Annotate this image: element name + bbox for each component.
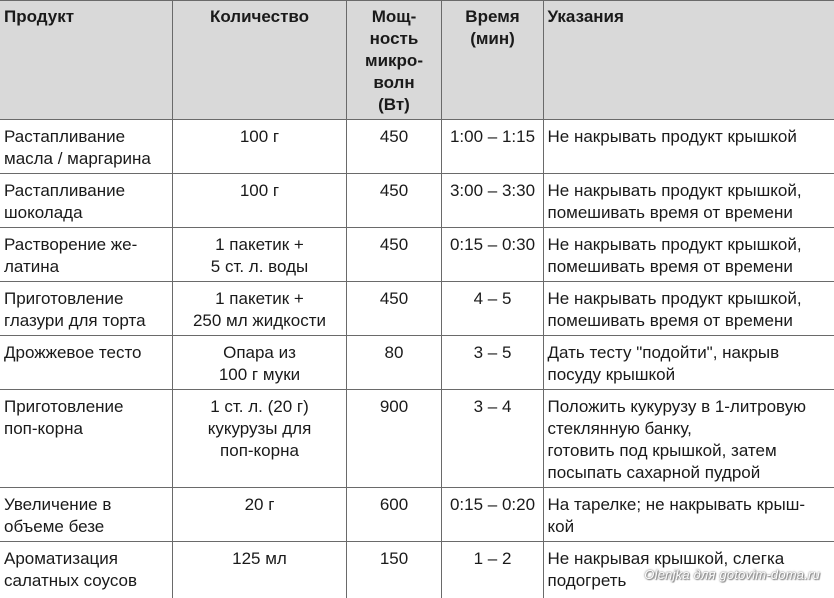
cell-power: 150 — [346, 542, 441, 598]
cell-quantity: Опара из 100 г муки — [172, 336, 346, 390]
cell-quantity: 125 мл — [172, 542, 346, 598]
cell-power: 450 — [346, 174, 441, 228]
cell-notes: Не накрывать продукт крышкой — [543, 120, 834, 174]
cell-quantity: 100 г — [172, 174, 346, 228]
header-time: Время (мин) — [441, 1, 543, 120]
cell-product: Растапливание шоколада — [0, 174, 172, 228]
header-notes: Указания — [543, 1, 834, 120]
cell-time: 0:15 – 0:20 — [441, 488, 543, 542]
cell-notes: На тарелке; не накрывать крыш- кой — [543, 488, 834, 542]
header-row — [0, 1, 834, 120]
cell-power: 80 — [346, 336, 441, 390]
cell-notes: Не накрывать продукт крышкой, помешивать время от времени — [543, 228, 834, 282]
cell-time: 4 – 5 — [441, 282, 543, 336]
table-row — [0, 282, 834, 336]
cell-quantity: 20 г — [172, 488, 346, 542]
cell-power: 450 — [346, 228, 441, 282]
cell-power: 900 — [346, 390, 441, 488]
cell-product: Ароматизация салатных соусов — [0, 542, 172, 598]
cell-time: 3:00 – 3:30 — [441, 174, 543, 228]
table-row — [0, 390, 834, 488]
table-row — [0, 336, 834, 390]
cell-product: Растапливание масла / маргарина — [0, 120, 172, 174]
cell-time: 3 – 5 — [441, 336, 543, 390]
cell-time: 1 – 2 — [441, 542, 543, 598]
header-quantity: Количество — [172, 1, 346, 120]
cell-notes: Положить кукурузу в 1-литровую стеклянную банку, готовить под крышкой, затем посыпать сахарной пудрой — [543, 390, 834, 488]
header-product: Продукт — [0, 1, 172, 120]
cell-power: 450 — [346, 282, 441, 336]
table-row — [0, 120, 834, 174]
cell-quantity: 1 ст. л. (20 г) кукурузы для поп-корна — [172, 390, 346, 488]
table-row — [0, 228, 834, 282]
cell-power: 450 — [346, 120, 441, 174]
cell-time: 0:15 – 0:30 — [441, 228, 543, 282]
cell-notes: Дать тесту "подойти", накрыв посуду крышкой — [543, 336, 834, 390]
cell-product: Растворение же- латина — [0, 228, 172, 282]
cell-quantity: 1 пакетик + 250 мл жидкости — [172, 282, 346, 336]
table-row — [0, 488, 834, 542]
cell-product: Увеличение в объеме безе — [0, 488, 172, 542]
cell-notes: Не накрывая крышкой, слегка подогреть — [543, 542, 834, 598]
cell-quantity: 1 пакетик + 5 ст. л. воды — [172, 228, 346, 282]
cell-quantity: 100 г — [172, 120, 346, 174]
cell-time: 1:00 – 1:15 — [441, 120, 543, 174]
cell-power: 600 — [346, 488, 441, 542]
watermark: Olenjka для gotovim-doma.ru — [644, 567, 820, 582]
header-power: Мощ- ность микро- волн (Вт) — [346, 1, 441, 120]
table-row — [0, 174, 834, 228]
cell-time: 3 – 4 — [441, 390, 543, 488]
cell-product: Дрожжевое тесто — [0, 336, 172, 390]
cell-notes: Не накрывать продукт крышкой, помешивать время от времени — [543, 174, 834, 228]
cell-notes: Не накрывать продукт крышкой, помешивать время от времени — [543, 282, 834, 336]
cell-product: Приготовление поп-корна — [0, 390, 172, 488]
cell-product: Приготовление глазури для торта — [0, 282, 172, 336]
